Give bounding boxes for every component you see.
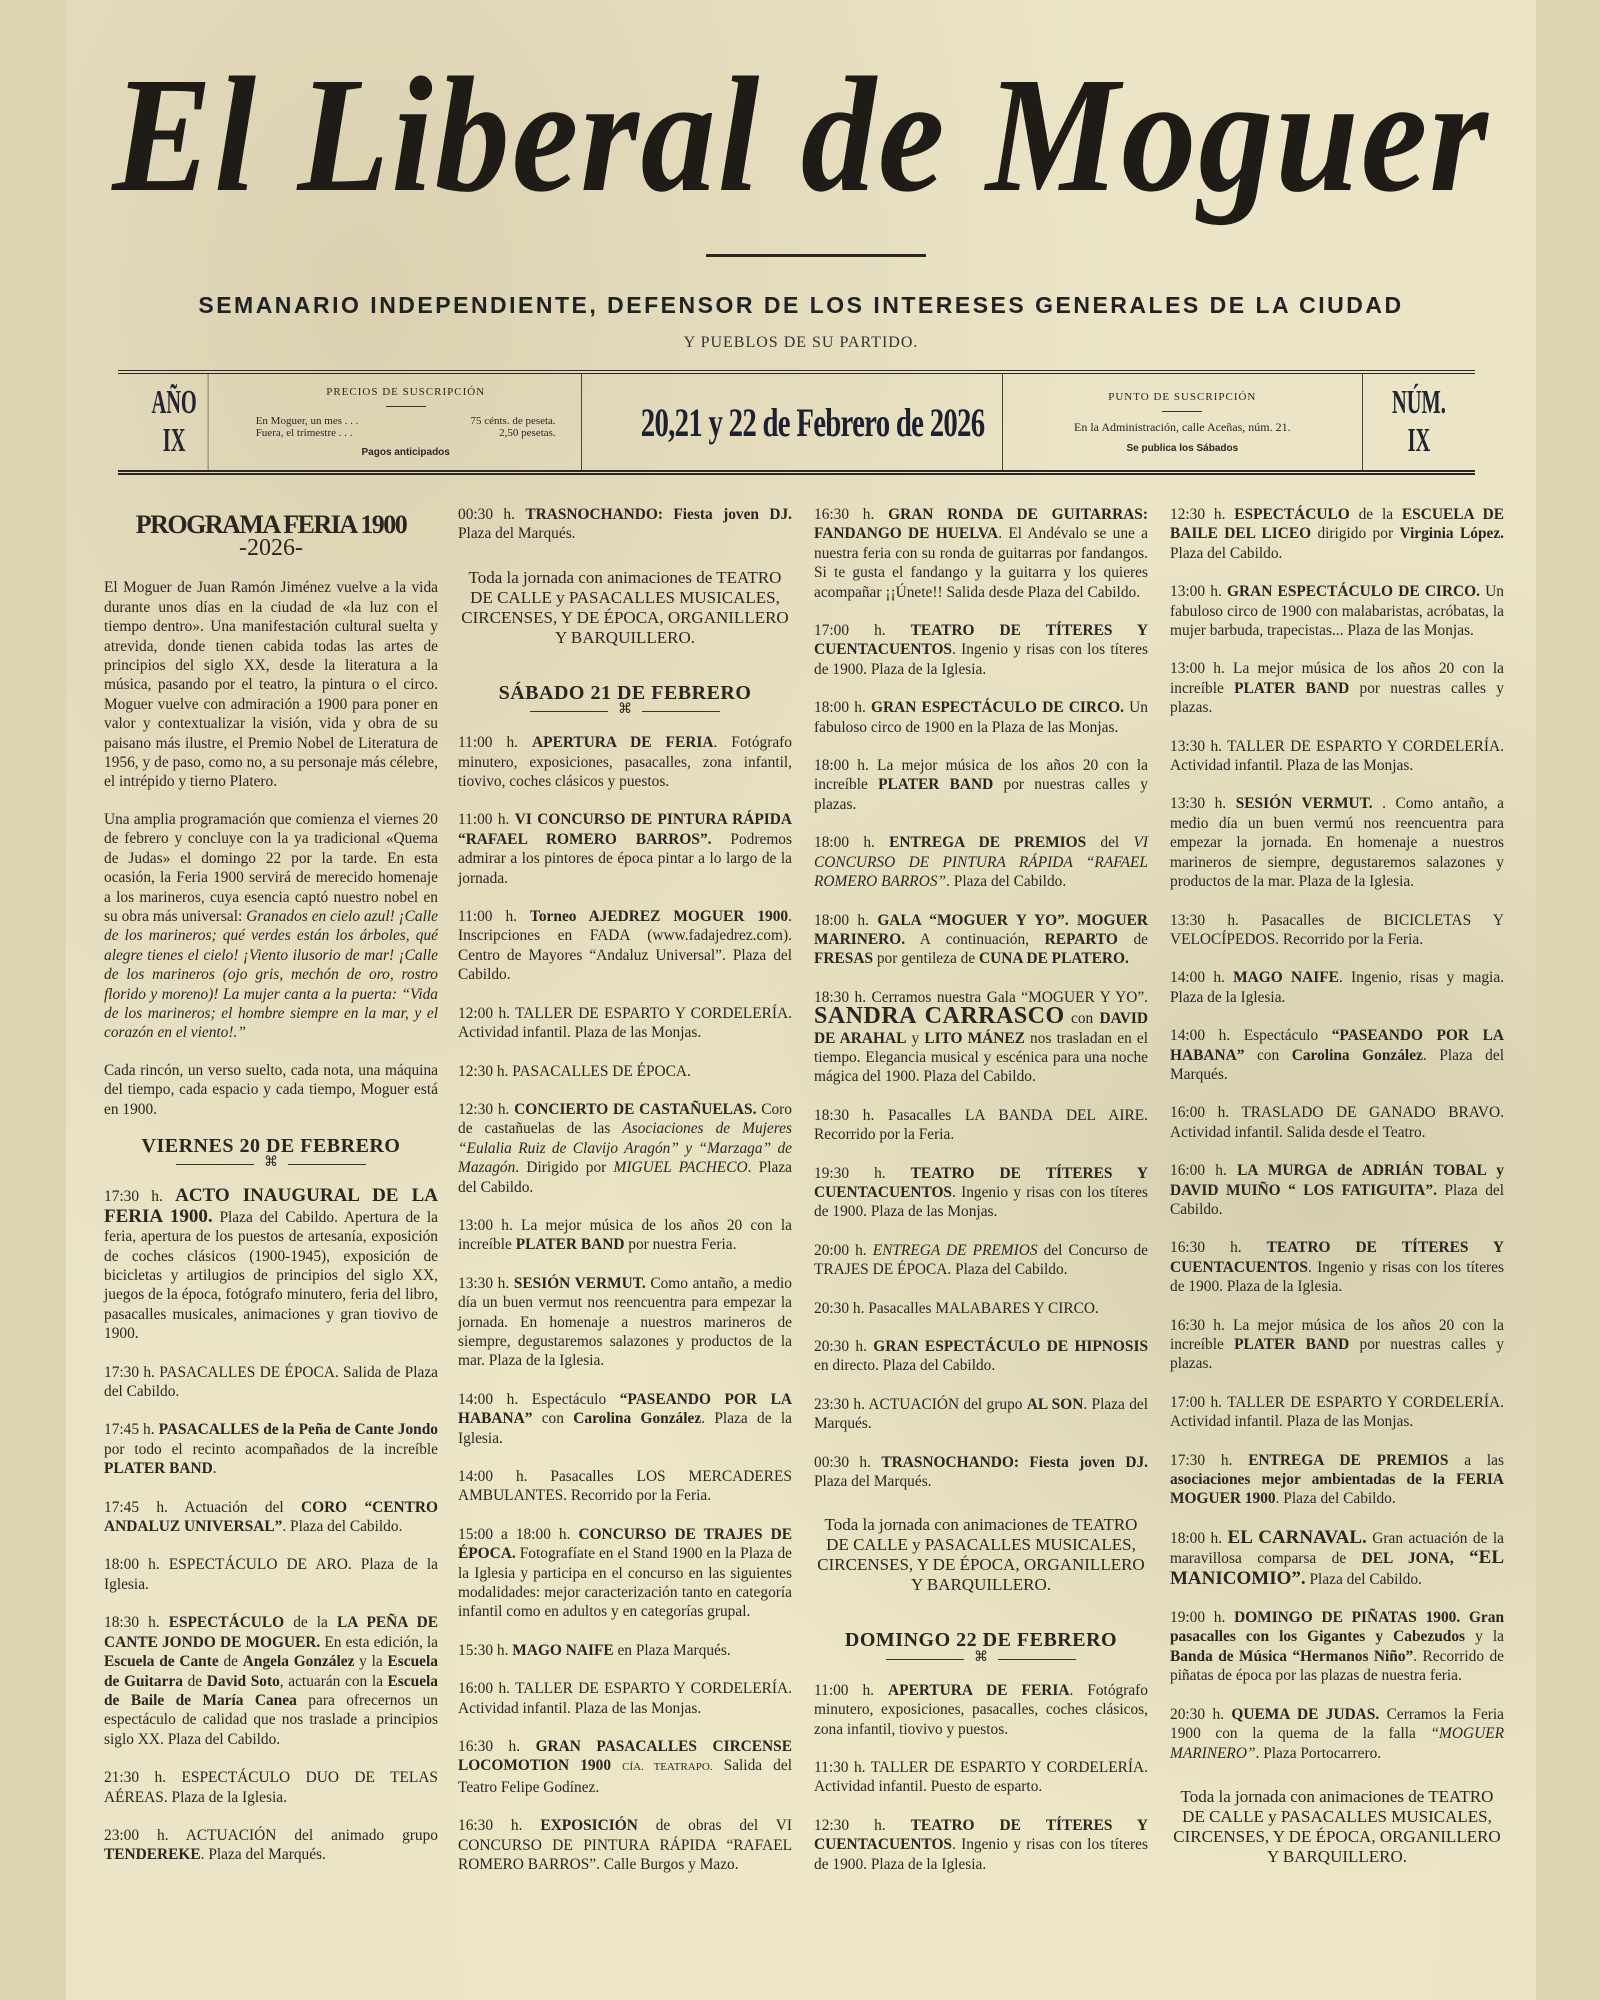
column-1 (104, 505, 438, 1884)
text-segment: “MOGUER MARINERO” (1170, 1725, 1504, 1762)
text-segment: de (1117, 930, 1148, 948)
text-segment: 00:30 h. (814, 1453, 882, 1471)
event-item (1170, 737, 1504, 776)
text-segment: MIGUEL PACHECO (613, 1159, 748, 1177)
event-item (1170, 1451, 1504, 1509)
text-segment: Carolina González (1291, 1046, 1423, 1064)
text-segment: Plaza del Marqués. (458, 525, 576, 543)
event-item (1170, 794, 1504, 891)
text-segment: 13:30 h. (1170, 795, 1236, 813)
program-year: -2026- (239, 535, 303, 561)
newspaper-page (66, 0, 1536, 2000)
text-segment: 16:30 h. (458, 1738, 536, 1756)
issue-info-box (118, 370, 1475, 475)
event-item (1170, 505, 1504, 563)
text-segment (611, 1757, 622, 1774)
text-segment: CÍA. TEATRAPO. (622, 1761, 713, 1774)
issue-date: 20,21 y 22 de Febrero de 2026 (640, 399, 984, 445)
event-item (814, 1816, 1148, 1874)
issue-year: AÑO IX (141, 374, 209, 470)
text-segment: 15:00 a 18:00 h. (458, 1525, 579, 1543)
text-segment: 20:30 h. (814, 1338, 874, 1355)
text-segment: 18:30 h. Cerramos nuestra Gala “MOGUER Y YO”. (814, 988, 1148, 1006)
text-segment: 20:30 h. (1170, 1705, 1232, 1723)
text-segment: SESIÓN VERMUT. (513, 1274, 646, 1292)
event-item (458, 505, 792, 544)
text-segment: 14:00 h. Pasacalles LOS MERCADERES AMBULANTES. Recorrido por la Feria. (458, 1468, 792, 1505)
all-day-note: Toda la jornada con animaciones de TEATRO DE CALLE y PASACALLES MUSICALES, CIRCENSES, Y DE ÉPOCA, ORGANILLERO Y BARQUILLERO. (817, 1515, 1145, 1595)
text-segment: 16:00 h. TRASLADO DE GANADO BRAVO. Actividad infantil. Salida desde el Teatro. (1170, 1104, 1504, 1141)
text-segment: EL CARNAVAL. (1227, 1526, 1367, 1548)
divider (1162, 411, 1202, 412)
text-segment: REPARTO (1044, 930, 1118, 948)
text-segment: Angela González (242, 1653, 355, 1671)
text-segment: Escuela de Cante (104, 1653, 219, 1671)
text-segment: 16:00 h. (1170, 1162, 1238, 1180)
event-item (458, 1816, 792, 1874)
text-segment: 13:00 h. La mejor música de los años 20 con la increíble (1170, 660, 1504, 697)
text-segment: 17:30 h. (104, 1188, 176, 1206)
event-item (814, 621, 1148, 679)
column-4 (1170, 505, 1504, 1903)
issue-number: NÚM. IX (1392, 384, 1446, 459)
event-item (458, 907, 792, 985)
text-segment: . Ingenio y risas con los títeres de 1900. Plaza de la Iglesia. (1170, 1258, 1504, 1296)
text-segment: por nuestras calles y plazas. (1170, 679, 1504, 717)
text-segment: David Soto (206, 1672, 280, 1690)
text-segment: 13:00 h. (1170, 583, 1228, 601)
text-segment: 21:30 h. ESPECTÁCULO DUO DE TELAS AÉREAS. Plaza de la Iglesia. (104, 1769, 438, 1806)
program-title: PROGRAMA FERIA 1900 (135, 510, 407, 539)
text-segment: . (212, 1460, 217, 1478)
text-segment: . Ingenio y risas con los títeres de 1900. Plaza de la Iglesia. (814, 1836, 1148, 1873)
event-item (104, 1613, 438, 1749)
text-segment: TRASNOCHANDO: Fiesta joven DJ. (525, 506, 793, 523)
text-segment: DOMINGO DE PIÑATAS 1900. Gran pasacalles con los Gigantes y Cabezudos (1170, 1609, 1505, 1646)
event-item (814, 1337, 1148, 1376)
event-item (104, 1186, 438, 1343)
text-segment: 13:30 h. (458, 1274, 514, 1292)
text-segment: 16:30 h. (1170, 1239, 1267, 1257)
day-heading: SÁBADO 21 DE FEBRERO (498, 681, 752, 704)
text-segment: 13:30 h. Pasacalles de BICICLETAS Y VELOCÍPEDOS. Recorrido por la Feria. (1170, 911, 1504, 948)
event-item (1170, 1026, 1504, 1084)
text-segment: VI CONCURSO DE PINTURA RÁPIDA “RAFAEL ROMERO BARROS” (814, 834, 1149, 891)
all-day-note: Toda la jornada con animaciones de TEATRO DE CALLE y PASACALLES MUSICALES, CIRCENSES, Y DE ÉPOCA, ORGANILLERO Y BARQUILLERO. (1173, 1786, 1501, 1866)
event-item (458, 1737, 792, 1797)
text-segment: “PASEANDO POR LA HABANA” (458, 1390, 792, 1428)
text-segment: Salida del Teatro Felipe Godínez. (458, 1757, 792, 1796)
text-segment: 23:00 h. ACTUACIÓN del animado grupo (104, 1826, 438, 1844)
text-segment: PLATER BAND (1234, 679, 1350, 697)
text-segment: 18:00 h. (814, 699, 872, 717)
text-segment: DAVID DE ARAHAL (814, 1010, 1148, 1047)
event-item (814, 1395, 1148, 1434)
text-segment: Gran actuación de la maravillosa comparsa de (1170, 1529, 1504, 1568)
event-item (814, 756, 1148, 814)
text-segment: 00:30 h. (458, 506, 526, 523)
text-segment: 16:30 h. (458, 1817, 541, 1835)
event-item (814, 1681, 1148, 1739)
text-segment: por gentileza de (873, 950, 979, 968)
text-segment: 13:30 h. TALLER DE ESPARTO Y CORDELERÍA. Actividad infantil. Plaza de las Monjas. (1170, 737, 1504, 775)
text-segment: 11:00 h. (814, 1681, 889, 1699)
text-segment: 18:00 h. (1170, 1529, 1228, 1547)
text-segment: EXPOSICIÓN (540, 1817, 638, 1835)
text-segment: en Plaza Marqués. (613, 1641, 731, 1659)
text-segment: “EL MANICOMIO”. (1170, 1547, 1504, 1589)
text-segment: 19:30 h. (814, 1164, 911, 1182)
text-segment: ENTREGA DE PREMIOS (1248, 1451, 1449, 1469)
event-item (1170, 1393, 1504, 1432)
text-segment: Torneo AJEDREZ MOGUER 1900 (530, 908, 789, 926)
text-segment: 12:30 h. (814, 1816, 911, 1834)
text-segment: SESIÓN VERMUT. (1235, 795, 1373, 813)
text-segment: . Como antaño, a medio día un buen vermú nos reencuentra para empezar la jornada. En homenaje a nuestros marineros de siempre, degustaremos salazones y productos de la mar. Plaza de la Iglesia. (1170, 795, 1505, 891)
text-segment: GRAN ESPECTÁCULO DE CIRCO. (1227, 583, 1480, 601)
text-segment: 11:30 h. TALLER DE ESPARTO Y CORDELERÍA. Actividad infantil. Puesto de esparto. (814, 1759, 1148, 1796)
ornament-icon: ⌘ (814, 1651, 1148, 1665)
text-segment: con (532, 1410, 574, 1428)
point-note: Se publica los Sábados (1126, 442, 1239, 454)
text-segment: . Plaza del Cabildo. (1275, 1490, 1396, 1508)
text-segment: FRESAS (814, 950, 874, 968)
text-segment: En esta edición, la (320, 1633, 439, 1651)
text-segment: 20:30 h. Pasacalles MALABARES Y CIRCO. (814, 1299, 1099, 1317)
text-segment: QUEMA DE JUDAS. (1231, 1705, 1380, 1723)
text-segment: 11:00 h. (458, 811, 515, 829)
text-segment: 15:30 h. (458, 1641, 513, 1659)
event-item (458, 1062, 792, 1081)
text-segment: a las (1448, 1451, 1504, 1469)
price-line (256, 427, 556, 439)
event-item (814, 1106, 1148, 1145)
text-segment: de (183, 1672, 207, 1690)
event-item (814, 988, 1148, 1087)
text-segment: 14:00 h. Espectáculo (458, 1390, 620, 1408)
event-item (1170, 659, 1504, 717)
text-segment: Plaza del Cabildo. (1305, 1570, 1422, 1588)
price-value: 2,50 pesetas. (499, 427, 556, 439)
event-item (104, 1768, 438, 1807)
text-segment: LA PEÑA DE CANTE JONDO DE MOGUER. (104, 1614, 438, 1651)
text-segment: MAGO NAIFE (1233, 969, 1339, 987)
text-segment: ENTREGA DE PREMIOS (872, 1241, 1038, 1259)
text-segment: Plaza del Cabildo. Apertura de la feria, apertura de los puestos de artesanía, exposición de coches clásicos (1900-1945), exposición de bicicletas y artilugios de principios del siglo XX, juegos de la época, fotógrafo minutero, feria del libro, pasacalles musicales, animaciones y gran tiovivo de 1900. (104, 1208, 438, 1343)
text-segment: . Plaza Portocarrero. (1255, 1744, 1382, 1762)
event-item (1170, 1103, 1504, 1142)
text-segment: ESCUELA DE BAILE DEL LICEO (1170, 506, 1504, 543)
event-item (104, 1363, 438, 1402)
text-segment: Plaza del Marqués. (814, 1473, 932, 1491)
text-segment: ESPECTÁCULO (1234, 506, 1350, 523)
event-item (814, 1758, 1148, 1797)
text-segment: ESPECTÁCULO (168, 1614, 285, 1632)
text-segment: CUNA DE PLATERO. (979, 950, 1129, 968)
text-segment: 12:30 h. PASACALLES DE ÉPOCA. (458, 1062, 691, 1080)
text-segment: . Plaza del Cabildo. (282, 1518, 403, 1536)
event-item (814, 1299, 1148, 1318)
text-segment: . Dirigido por (515, 1159, 614, 1177)
price-value: 75 cénts. de peseta. (470, 415, 556, 427)
text-segment: en directo. Plaza del Cabildo. (814, 1357, 996, 1375)
text-segment: . Ingenio, risas y magia. Plaza de la Iglesia. (1170, 969, 1504, 1006)
text-segment: 17:45 h. (104, 1421, 159, 1439)
subscription-prices (231, 374, 582, 470)
event-item (1170, 1238, 1504, 1296)
subscription-point (1003, 374, 1364, 470)
event-item (1170, 1316, 1504, 1374)
text-segment: “PASEANDO POR LA HABANA” (1170, 1027, 1504, 1064)
event-item (104, 1498, 438, 1537)
text-segment: para ofrecernos un espectáculo de calidad que nos traslade a principios siglo XX. Plaza del Cabildo. (104, 1691, 438, 1748)
text-segment: 17:30 h. PASACALLES DE ÉPOCA. Salida de Plaza del Cabildo. (104, 1363, 438, 1401)
text-segment: de (218, 1653, 243, 1671)
text-segment: . Plaza de la Iglesia. (458, 1410, 793, 1447)
text-segment: AL SON (1026, 1395, 1084, 1413)
text-segment: . Recorrido de piñatas de época por las plazas de nuestra feria. (1170, 1647, 1504, 1685)
event-item (1170, 1161, 1504, 1219)
event-item (458, 1467, 792, 1506)
text-segment: CONCIERTO DE CASTAÑUELAS. (514, 1100, 757, 1118)
text-segment: CORO “CENTRO ANDALUZ UNIVERSAL” (104, 1498, 438, 1536)
event-item (104, 1555, 438, 1594)
text-segment: 18:00 h. (814, 911, 878, 929)
text-segment: y la (1465, 1628, 1504, 1646)
intro-paragraph (104, 1061, 438, 1119)
text-segment: Carolina González (573, 1410, 702, 1428)
text-segment: . Fotógrafo minutero, exposiciones, pasacalles, coches clásicos, zona infantil, tiovivo y puestos. (814, 1681, 1148, 1738)
text-segment: 18:00 h. La mejor música de los años 20 con la increíble (814, 757, 1148, 794)
ornament-icon: ⌘ (458, 703, 792, 717)
event-item (814, 911, 1148, 969)
event-item (104, 1826, 438, 1865)
event-item (814, 1164, 1148, 1222)
event-item (814, 698, 1148, 737)
text-segment: ACTO INAUGURAL DE LA FERIA 1900. (104, 1185, 438, 1227)
text-segment: con (1064, 1010, 1100, 1028)
text-segment: . Plaza del Marqués. (814, 1395, 1149, 1433)
text-segment: 14:00 h. Espectáculo (1170, 1027, 1332, 1045)
text-segment: GRAN PASACALLES CIRCENSE LOCOMOTION 1900 (458, 1738, 793, 1775)
text-segment: y la (354, 1653, 388, 1671)
text-segment: dirigido por (1311, 525, 1400, 543)
column-2 (458, 505, 792, 1894)
event-item (814, 1241, 1148, 1280)
text-segment: MAGO NAIFE (512, 1641, 614, 1659)
text-segment: 18:30 h. (104, 1614, 169, 1632)
text-segment: y (906, 1029, 925, 1047)
text-segment: Fotografíate en el Stand 1900 en la Plaza de la Iglesia y participa en el concurso en las siguientes modalidades: mejor caracterización tanto en categoría infantil como en adultos y en categorías grupal. (458, 1545, 792, 1621)
divider (386, 406, 426, 407)
text-segment: Un fabuloso circo de 1900 en la Plaza de las Monjas. (814, 699, 1148, 736)
text-segment: Escuela de Guitarra (104, 1653, 438, 1690)
event-item (814, 833, 1148, 891)
event-item (458, 1390, 792, 1448)
event-item (814, 1453, 1148, 1492)
ornament-icon: ⌘ (104, 1156, 438, 1170)
masthead-rule (706, 254, 926, 257)
text-segment: Un fabuloso circo de 1900 con malabaristas, acróbatas, la mujer barbuda, trapecistas... Plaza de las Monjas. (1170, 583, 1504, 640)
point-text: En la Administración, calle Aceñas, núm. 21. (1073, 419, 1291, 434)
event-item (104, 1420, 438, 1478)
event-item (458, 1004, 792, 1043)
price-label: Fuera, el trimestre . . . (255, 427, 353, 439)
text-segment: 11:00 h. (458, 734, 533, 752)
text-segment: . Plaza del Cabildo. (458, 1159, 793, 1196)
text-segment: por nuestras calles y plazas. (1170, 1336, 1504, 1373)
text-segment: 17:00 h. (814, 622, 911, 640)
issue-date-cell (582, 374, 1003, 470)
text-segment: por nuestra Feria. (624, 1236, 737, 1254)
text-segment: GRAN RONDA DE GUITARRAS: FANDANGO DE HUELVA (814, 506, 1148, 543)
text-segment: 16:30 h. (814, 506, 889, 523)
text-segment: LITO MÁNEZ (924, 1029, 1025, 1047)
text-segment: nos trasladan en el tiempo. Elegancia musical y escénica para una noche mágica del 1900. Plaza del Cabildo. (814, 1029, 1148, 1086)
text-segment: APERTURA DE FERIA (532, 734, 714, 752)
event-item (458, 810, 792, 888)
day-heading: VIERNES 20 DE FEBRERO (141, 1134, 401, 1157)
text-segment: Plaza del Cabildo. (1170, 544, 1283, 562)
event-item (1170, 1528, 1504, 1589)
text-segment: GALA “MOGUER Y YO”. MOGUER MARINERO. (814, 911, 1148, 948)
text-segment: 19:00 h. (1170, 1609, 1235, 1627)
text-segment: 17:30 h. (1170, 1451, 1249, 1469)
text-segment: TEATRO DE TÍTERES Y CUENTACUENTOS (1170, 1239, 1504, 1276)
text-segment: Como antaño, a medio día un buen vermut nos reencuentra para empezar la jornada. En homenaje a nuestros marineros de siempre, degustaremos salazones y productos de la mar. Plaza de la Iglesia. (458, 1274, 792, 1370)
event-item (1170, 1705, 1504, 1763)
event-item (1170, 968, 1504, 1007)
text-segment: de obras del VI CONCURSO DE PINTURA RÁPIDA “RAFAEL ROMERO BARROS”. Calle Burgos y Mazo. (458, 1817, 792, 1874)
text-segment: 14:00 h. (1170, 969, 1234, 987)
text-segment: PASACALLES de la Peña de Cante Jondo (158, 1421, 439, 1439)
text-segment: asociaciones mejor ambientadas de la FERIA MOGUER 1900 (1170, 1471, 1504, 1508)
text-segment: Asociaciones de Mujeres “Eulalia Ruiz de Clavijo Aragón” y “Marzaga” de Mazagón (458, 1120, 792, 1177)
event-item (458, 733, 792, 791)
price-line (256, 415, 556, 427)
day-heading: DOMINGO 22 DE FEBRERO (844, 1629, 1118, 1652)
text-segment: con (1244, 1046, 1292, 1064)
text-segment: Escuela de Baile de María Canea (104, 1672, 438, 1709)
text-segment: de la (284, 1614, 337, 1632)
event-item (1170, 582, 1504, 640)
event-item (458, 1100, 792, 1197)
event-item (458, 1525, 792, 1622)
text-segment: . Inscripciones en FADA (www.fadajedrez.com). Centro de Mayores “Andaluz Universal”. Plaza del Cabildo. (458, 908, 792, 984)
event-item (1170, 911, 1504, 950)
text-segment: TRASNOCHANDO: Fiesta joven DJ. (881, 1453, 1149, 1471)
text-segment: 16:00 h. TALLER DE ESPARTO Y CORDELERÍA. Actividad infantil. Plaza de las Monjas. (458, 1680, 792, 1717)
text-segment: por nuestras calles y plazas. (814, 776, 1148, 813)
text-segment: 17:45 h. Actuación del (104, 1498, 301, 1516)
column-3 (814, 505, 1148, 1893)
text-segment: Coro de castañuelas de las (458, 1100, 792, 1138)
text-segment: del Concurso de TRAJES DE ÉPOCA. Plaza del Cabildo. (814, 1241, 1149, 1279)
text-segment: Granados en cielo azul! ¡Calle de los marineros; qué verdes están los árboles, qué alegre tienes el cielo! ¡Viento ilusorio de mar! ¡Calle de los marineros (ojo gris, mechón de oro, rostro florido y moreno)! La mujer canta a la puerta: “Vida de los marineros; el hombre siempre en la mar, y el corazón en el viento!.” (104, 907, 439, 1042)
text-segment: ENTREGA DE PREMIOS (889, 834, 1087, 852)
event-item (458, 1679, 792, 1718)
text-segment: Banda de Música “Hermanos Niño” (1170, 1647, 1414, 1665)
text-segment: del (1086, 834, 1134, 852)
text-segment: TEATRO DE TÍTERES Y CUENTACUENTOS (814, 1164, 1148, 1201)
event-item (814, 505, 1148, 602)
text-segment: 23:30 h. ACTUACIÓN del grupo (814, 1395, 1027, 1413)
text-segment: 20:00 h. (814, 1241, 873, 1259)
text-segment: GRAN ESPECTÁCULO DE CIRCO. (871, 699, 1124, 717)
text-segment: VI CONCURSO DE PINTURA RÁPIDA “RAFAEL ROMERO BARROS”. (458, 811, 792, 848)
text-segment: 13:00 h. La mejor música de los años 20 con la increíble (458, 1216, 792, 1254)
text-segment: SANDRA CARRASCO (814, 1003, 1065, 1030)
text-segment: por todo el recinto acompañados de la increíble (104, 1440, 438, 1458)
text-segment: . Plaza del Cabildo. (946, 873, 1067, 891)
prices-note: Pagos anticipados (361, 447, 450, 458)
text-segment: TEATRO DE TÍTERES Y CUENTACUENTOS (814, 1816, 1148, 1854)
text-segment: El Moguer de Juan Ramón Jiménez vuelve a la vida durante unos días en la ciudad de «la luz con el tiempo dentro». Una manifestación cultural suelta y atrevida, donde tienen cabida todas las artes de principios del siglo XX, desde la literatura a la música, pasando por el teatro, la pintura o el circo. Moguer vuelve con admiración a 1900 para poner en valor y contextualizar la visión, vida y obra de su paisano más ilustre, el Premio Nobel de Literatura de 1956, y de paso, como no, a su personaje más célebre, el intrépido y tierno Platero. (104, 579, 438, 791)
text-segment: 12:30 h. (1170, 506, 1235, 523)
event-item (458, 1274, 792, 1371)
text-segment: 16:30 h. La mejor música de los años 20 con la increíble (1170, 1316, 1504, 1353)
text-segment: PLATER BAND (878, 776, 994, 794)
text-segment: PLATER BAND (515, 1236, 625, 1254)
text-segment: . Ingenio y risas con los títeres de 1900. Plaza de las Monjas. (814, 1183, 1148, 1221)
point-title: PUNTO DE SUSCRIPCIÓN (1108, 390, 1257, 403)
text-segment: Cerramos la Feria 1900 con la quema de la falla (1170, 1705, 1505, 1743)
price-label: En Moguer, un mes . . . (255, 415, 359, 427)
text-segment: TEATRO DE TÍTERES Y CUENTACUENTOS (814, 622, 1148, 659)
text-segment: 12:00 h. TALLER DE ESPARTO Y CORDELERÍA. Actividad infantil. Plaza de las Monjas. (458, 1004, 792, 1042)
prices-title: PRECIOS DE SUSCRIPCIÓN (326, 386, 486, 398)
text-segment: CONCURSO DE TRAJES DE ÉPOCA. (458, 1525, 792, 1563)
text-segment: Virginia López. (1399, 525, 1505, 543)
text-segment: DEL JONA, (1361, 1550, 1470, 1568)
text-segment: , actuarán con la (279, 1672, 388, 1690)
text-segment: de la (1349, 506, 1402, 523)
all-day-note: Toda la jornada con animaciones de TEATRO DE CALLE y PASACALLES MUSICALES, CIRCENSES, Y DE ÉPOCA, ORGANILLERO Y BARQUILLERO. (461, 567, 789, 647)
text-segment: TENDEREKE (104, 1846, 201, 1864)
text-segment: GRAN ESPECTÁCULO DE HIPNOSIS (873, 1338, 1149, 1355)
masthead-subtitle: SEMANARIO INDEPENDIENTE, DEFENSOR DE LOS INTERESES GENERALES DE LA CIUDAD (198, 292, 1404, 318)
text-segment: Plaza del Cabildo. (1170, 1181, 1505, 1218)
text-segment: . Fotógrafo minutero, exposiciones, pasacalles, zona infantil, tiovivo, coches clásicos y puestos. (458, 734, 792, 791)
text-segment: . Plaza del Marqués. (1170, 1046, 1504, 1083)
text-segment: Una amplia programación que comienza el viernes 20 de febrero y concluye con la ya tradicional «Quema de Judas» el domingo 22 por la tarde. En esta ocasión, la Feria 1900 servirá de merecido homenaje a los marineros, cuya esencia captó nuestro nobel en su obra más universal: (104, 810, 438, 925)
text-segment: APERTURA DE FERIA (888, 1681, 1070, 1699)
intro-paragraph (104, 578, 438, 791)
text-segment: A continuación, (905, 930, 1045, 948)
text-segment: . Ingenio y risas con los títeres de 1900. Plaza de la Iglesia. (814, 641, 1148, 678)
event-item (458, 1641, 792, 1660)
text-segment: Cada rincón, un verso suelto, cada nota, una máquina del tiempo, cada espacio y cada tiempo, Moguer está en 1900. (104, 1061, 438, 1118)
intro-paragraph (104, 810, 438, 1043)
text-segment: PLATER BAND (1234, 1336, 1350, 1353)
masthead-subtitle-2: Y PUEBLOS DE SU PARTIDO. (683, 334, 919, 351)
text-segment: 18:00 h. (814, 834, 890, 852)
text-segment: Podremos admirar a los pintores de época pintar a lo largo de la jornada. (458, 830, 792, 887)
event-item (458, 1216, 792, 1255)
text-segment: 18:00 h. ESPECTÁCULO DE ARO. Plaza de la Iglesia. (104, 1556, 438, 1593)
masthead-title: El Liberal de Moguer (112, 43, 1490, 227)
text-segment: LA MURGA de ADRIÁN TOBAL y DAVID MUIÑO “ LOS FATIGUITA”. (1170, 1162, 1504, 1199)
text-segment: 17:00 h. TALLER DE ESPARTO Y CORDELERÍA. Actividad infantil. Plaza de las Monjas. (1170, 1393, 1504, 1431)
event-item (1170, 1608, 1504, 1686)
text-segment: 18:30 h. Pasacalles LA BANDA DEL AIRE. Recorrido por la Feria. (814, 1106, 1148, 1144)
text-segment: PLATER BAND (104, 1460, 213, 1478)
text-segment: . El Andévalo se une a nuestra feria con su ronda de guitarras por fandangos. Si te gusta el fandango y la guitarra y los quieres acompañar ¡¡Únete!! Salida desde Plaza del Cabildo. (814, 525, 1149, 601)
text-segment: 11:00 h. (458, 908, 530, 926)
text-segment: 12:30 h. (458, 1100, 515, 1118)
text-segment: . Plaza del Marqués. (200, 1846, 326, 1864)
